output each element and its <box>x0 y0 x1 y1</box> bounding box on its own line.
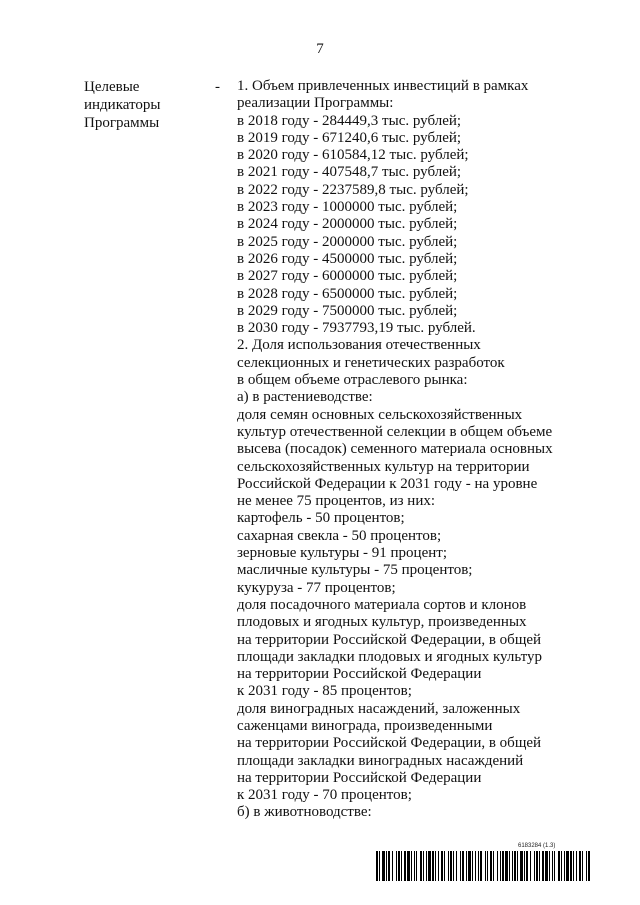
barcode-bar <box>450 851 452 881</box>
barcode-bar <box>407 851 410 881</box>
barcode-bar <box>456 851 457 881</box>
page-number: 7 <box>316 41 324 57</box>
barcode-bar <box>542 851 544 881</box>
barcode-bar <box>396 851 397 881</box>
barcode-bar <box>576 851 577 881</box>
body-line: Российской Федерации к 2031 году - на уровне <box>237 475 538 492</box>
left-label-line: индикаторы <box>84 97 161 113</box>
barcode-bar <box>579 851 581 881</box>
barcode-bar <box>534 851 535 881</box>
barcode-bar <box>545 851 548 881</box>
barcode-bar <box>554 851 555 881</box>
body-line: в 2020 году - 610584,12 тыс. рублей; <box>237 147 469 164</box>
barcode-bar <box>512 851 513 881</box>
barcode-bar <box>536 851 538 881</box>
barcode-bar <box>586 851 587 881</box>
barcode-bar <box>460 851 461 881</box>
barcode-bar <box>497 851 498 881</box>
barcode-bar <box>505 851 508 881</box>
body-line: в 2021 году - 407548,7 тыс. рублей; <box>237 164 462 181</box>
barcode <box>376 851 590 881</box>
body-line: в 2018 году - 284449,3 тыс. рублей; <box>237 112 462 129</box>
body-line: а) в растениеводстве: <box>237 389 373 406</box>
body-line: в 2024 году - 2000000 тыс. рублей; <box>237 216 458 233</box>
barcode-bar <box>401 851 402 881</box>
barcode-bar <box>398 851 400 881</box>
left-label-line: Целевые <box>84 79 140 95</box>
barcode-bar <box>517 851 518 881</box>
body-line: плодовых и ягодных культур, произведенных <box>237 614 527 631</box>
barcode-bar <box>448 851 449 881</box>
body-line: высева (посадок) семенного материала основных <box>237 441 553 458</box>
barcode-bar <box>466 851 467 881</box>
body-line: на территории Российской Федерации, в общей <box>237 631 542 648</box>
barcode-bar <box>438 851 439 881</box>
barcode-bar <box>480 851 482 881</box>
barcode-bar <box>379 851 380 881</box>
barcode-bar <box>487 851 488 881</box>
body-line: в 2026 году - 4500000 тыс. рублей; <box>237 250 458 267</box>
body-line: на территории Российской Федерации <box>237 666 482 683</box>
body-line: в общем объеме отраслевого рынка: <box>237 372 468 389</box>
barcode-bar <box>376 851 378 881</box>
body-line: не менее 75 процентов, из них: <box>237 493 436 510</box>
barcode-bar <box>478 851 479 881</box>
barcode-bar <box>490 851 492 881</box>
barcode-bar <box>530 851 531 881</box>
barcode-bar <box>475 851 476 881</box>
barcode-bar <box>453 851 454 881</box>
barcode-bar <box>500 851 501 881</box>
body-line: сельскохозяйственных культур на территории <box>237 458 530 475</box>
barcode-bar <box>428 851 431 881</box>
body-line: доля посадочного материала сортов и клонов <box>237 596 527 613</box>
body-line: зерновые культуры - 91 процент; <box>237 545 447 562</box>
barcode-bar <box>582 851 583 881</box>
barcode-bar <box>386 851 387 881</box>
barcode-bar <box>549 851 550 881</box>
barcode-bar <box>558 851 560 881</box>
separator-dash: - <box>215 79 220 95</box>
barcode-bar <box>392 851 393 881</box>
body-line: в 2023 году - 1000000 тыс. рублей; <box>237 199 458 216</box>
barcode-bar <box>485 851 486 881</box>
body-line: в 2028 году - 6500000 тыс. рублей; <box>237 285 458 302</box>
barcode-bar <box>423 851 424 881</box>
body-line: в 2025 году - 2000000 тыс. рублей; <box>237 233 458 250</box>
body-line: селекционных и генетических разработок <box>237 354 505 371</box>
body-line: картофель - 50 процентов; <box>237 510 405 527</box>
body-line: к 2031 году - 70 процентов; <box>237 787 412 804</box>
barcode-bar <box>520 851 523 881</box>
body-line: кукуруза - 77 процентов; <box>237 579 396 596</box>
body-line: на территории Российской Федерации, в общей <box>237 735 542 752</box>
body-line: саженцами винограда, произведенными <box>237 717 493 734</box>
barcode-bar <box>404 851 406 881</box>
barcode-bar <box>561 851 562 881</box>
body-text <box>237 78 553 822</box>
left-label-line: Программы <box>84 115 160 131</box>
body-line: 2. Доля использования отечественных <box>237 337 481 354</box>
body-line: доля семян основных сельскохозяйственных <box>237 406 523 423</box>
barcode-bar <box>539 851 540 881</box>
barcode-bar <box>444 851 445 881</box>
barcode-bar <box>468 851 471 881</box>
barcode-bar <box>552 851 553 881</box>
barcode-bar <box>573 851 574 881</box>
barcode-bar <box>570 851 572 881</box>
barcode-bar <box>426 851 427 881</box>
barcode-bar <box>514 851 516 881</box>
barcode-bar <box>524 851 525 881</box>
body-line: доля виноградных насаждений, заложенных <box>237 700 521 717</box>
barcode-bar <box>416 851 417 881</box>
body-line: б) в животноводстве: <box>237 804 372 821</box>
body-line: масличные культуры - 75 процентов; <box>237 562 473 579</box>
body-line: на территории Российской Федерации <box>237 769 482 786</box>
body-line: в 2030 году - 7937793,19 тыс. рублей. <box>237 320 476 337</box>
left-label <box>84 78 160 132</box>
body-line: сахарная свекла - 50 процентов; <box>237 527 442 544</box>
barcode-bar <box>435 851 436 881</box>
barcode-bar <box>420 851 422 881</box>
body-line: в 2019 году - 671240,6 тыс. рублей; <box>237 129 462 146</box>
body-line: реализации Программы: <box>237 95 394 112</box>
barcode-bar <box>432 851 434 881</box>
barcode-bar <box>462 851 464 881</box>
body-line: площади закладки виноградных насаждений <box>237 752 524 769</box>
footer-code: 6183284 (1.3) <box>518 843 556 849</box>
barcode-bar <box>493 851 494 881</box>
barcode-bar <box>509 851 510 881</box>
body-line: в 2022 году - 2237589,8 тыс. рублей; <box>237 181 469 198</box>
barcode-bar <box>441 851 443 881</box>
barcode-bar <box>566 851 569 881</box>
barcode-bar <box>411 851 412 881</box>
body-line: в 2027 году - 6000000 тыс. рублей; <box>237 268 458 285</box>
barcode-bar <box>382 851 385 881</box>
barcode-bar <box>564 851 565 881</box>
body-line: площади закладки плодовых и ягодных культур <box>237 648 543 665</box>
barcode-bar <box>588 851 590 881</box>
barcode-bar <box>388 851 390 881</box>
barcode-bar <box>526 851 528 881</box>
body-line: в 2029 году - 7500000 тыс. рублей; <box>237 302 458 319</box>
body-line: к 2031 году - 85 процентов; <box>237 683 412 700</box>
barcode-bar <box>414 851 415 881</box>
body-line: культур отечественной селекции в общем объеме <box>237 423 553 440</box>
barcode-bar <box>472 851 473 881</box>
barcode-bar <box>502 851 504 881</box>
body-line: 1. Объем привлеченных инвестиций в рамках <box>237 78 529 94</box>
